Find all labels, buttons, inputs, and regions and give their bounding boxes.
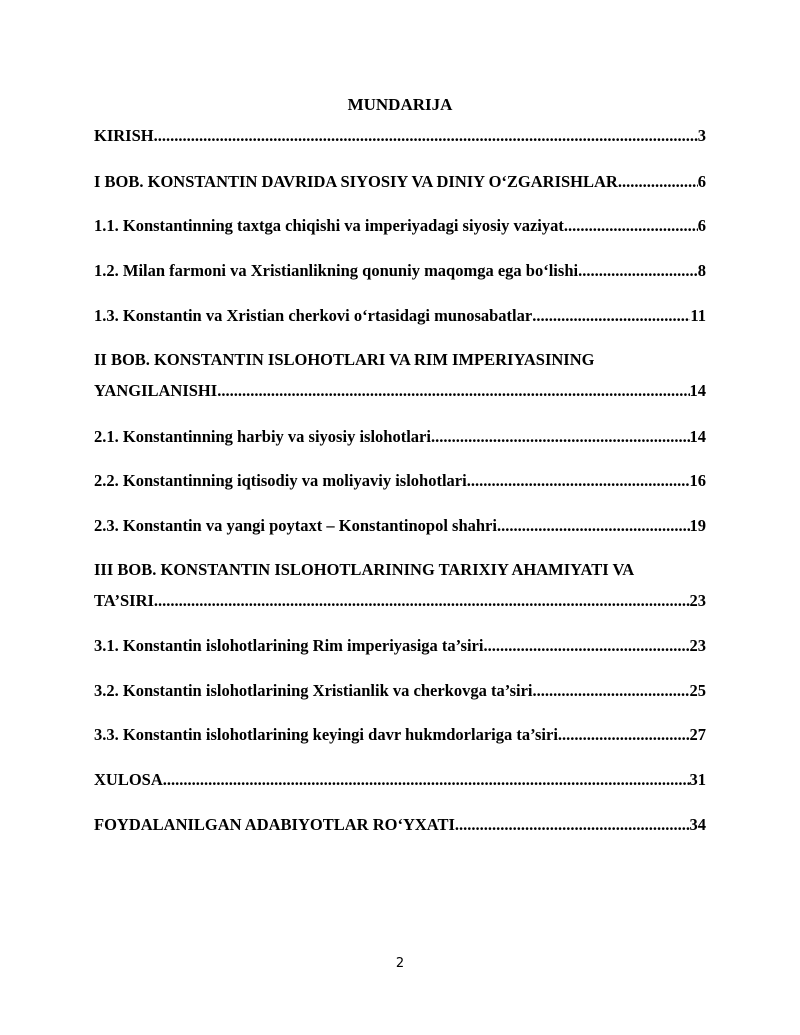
toc-dot-leader	[532, 305, 690, 327]
toc-dot-leader	[564, 215, 698, 237]
toc-entry-title-line: III BOB. KONSTANTIN ISLOHOTLARINING TARIXIY AHAMIYATI VA	[94, 560, 635, 579]
toc-page-number: 23	[689, 591, 706, 610]
toc-entry-title: 3.1. Konstantin islohotlarining Rim imperiyasiga ta’siri	[94, 636, 484, 655]
toc-entry-title: 1.1. Konstantinning taxtga chiqishi va imperiyadagi siyosiy vaziyat	[94, 216, 564, 235]
toc-entry-kirish[interactable]	[94, 125, 706, 147]
toc-entry-title: TA’SIRI	[94, 591, 154, 610]
toc-dot-leader	[497, 515, 690, 537]
toc-entry-title: 3.3. Konstantin islohotlarining keyingi davr hukmdorlariga ta’siri	[94, 725, 558, 744]
toc-dot-leader	[533, 680, 690, 702]
toc-entry-title: KIRISH	[94, 126, 154, 145]
toc-page-number: 16	[689, 471, 706, 490]
toc-entry-title: 3.2. Konstantin islohotlarining Xristianlik va cherkovga ta’siri	[94, 681, 533, 700]
toc-entry-section-2-3[interactable]	[94, 515, 706, 537]
toc-entry-chapter-2[interactable]	[94, 349, 706, 402]
page-number: 2	[395, 956, 405, 971]
page-title: MUNDARIJA	[347, 95, 453, 114]
toc-page-number: 27	[689, 725, 706, 744]
toc-entry-title: I BOB. KONSTANTIN DAVRIDA SIYOSIY VA DINIY O‘ZGARISHLAR.	[94, 172, 622, 191]
toc-entry-title: 2.2. Konstantinning iqtisodiy va moliyaviy islohotlari	[94, 471, 467, 490]
toc-dot-leader	[154, 125, 698, 147]
toc-entry-title: 1.2. Milan farmoni va Xristianlikning qonuniy maqomga ega bo‘lishi	[94, 261, 579, 280]
toc-page-number: 11	[690, 306, 706, 325]
toc-page-number: 25	[689, 681, 706, 700]
toc-entry-title: 1.3. Konstantin va Xristian cherkovi o‘rtasidagi munosabatlar	[94, 306, 533, 325]
toc-dot-leader	[154, 590, 690, 612]
toc-entry-title: 2.3. Konstantin va yangi poytaxt – Konstantinopol shahri	[94, 516, 497, 535]
toc-page-number: 14	[689, 427, 706, 446]
toc-entry-section-1-2[interactable]	[94, 260, 706, 282]
toc-page-number: 23	[689, 636, 706, 655]
toc-entry-title: FOYDALANILGAN ADABIYOTLAR RO‘YXATI	[94, 815, 455, 834]
toc-entry-chapter-3[interactable]	[94, 559, 706, 612]
toc-dot-leader	[467, 470, 690, 492]
toc-entry-section-1-3[interactable]	[94, 305, 706, 327]
toc-dot-leader	[163, 769, 690, 791]
toc-entry-section-3-1[interactable]	[94, 635, 706, 657]
toc-entry-xulosa[interactable]	[94, 769, 706, 791]
toc-page-number: 6	[697, 216, 706, 235]
toc-page-number: 6	[697, 172, 706, 191]
toc-dot-leader	[217, 380, 689, 402]
toc-dot-leader	[578, 260, 698, 282]
toc-page-number: 34	[689, 815, 706, 834]
toc-entry-section-2-1[interactable]	[94, 426, 706, 448]
toc-dot-leader	[558, 724, 690, 746]
toc-dot-leader	[622, 171, 698, 193]
toc-entry-title: XULOSA	[94, 770, 163, 789]
toc-page-number: 31	[689, 770, 706, 789]
toc-entry-section-1-1[interactable]	[94, 215, 706, 237]
toc-entry-title: 2.1. Konstantinning harbiy va siyosiy islohotlari	[94, 427, 431, 446]
toc-entry-section-3-2[interactable]	[94, 680, 706, 702]
toc-dot-leader	[483, 635, 689, 657]
toc-dot-leader	[431, 426, 690, 448]
toc-page-number: 8	[697, 261, 706, 280]
toc-entry-title-line: II BOB. KONSTANTIN ISLOHOTLARI VA RIM IMPERIYASINING	[94, 350, 595, 369]
toc-entry-title: YANGILANISHI	[94, 381, 218, 400]
toc-page-number: 3	[697, 126, 706, 145]
toc-entry-section-3-3[interactable]	[94, 724, 706, 746]
toc-entry-references[interactable]	[94, 814, 706, 836]
toc-page-number: 14	[689, 381, 706, 400]
toc-dot-leader	[455, 814, 690, 836]
toc-entry-section-2-2[interactable]	[94, 470, 706, 492]
toc-page-number: 19	[689, 516, 706, 535]
toc-entry-chapter-1[interactable]	[94, 171, 706, 193]
